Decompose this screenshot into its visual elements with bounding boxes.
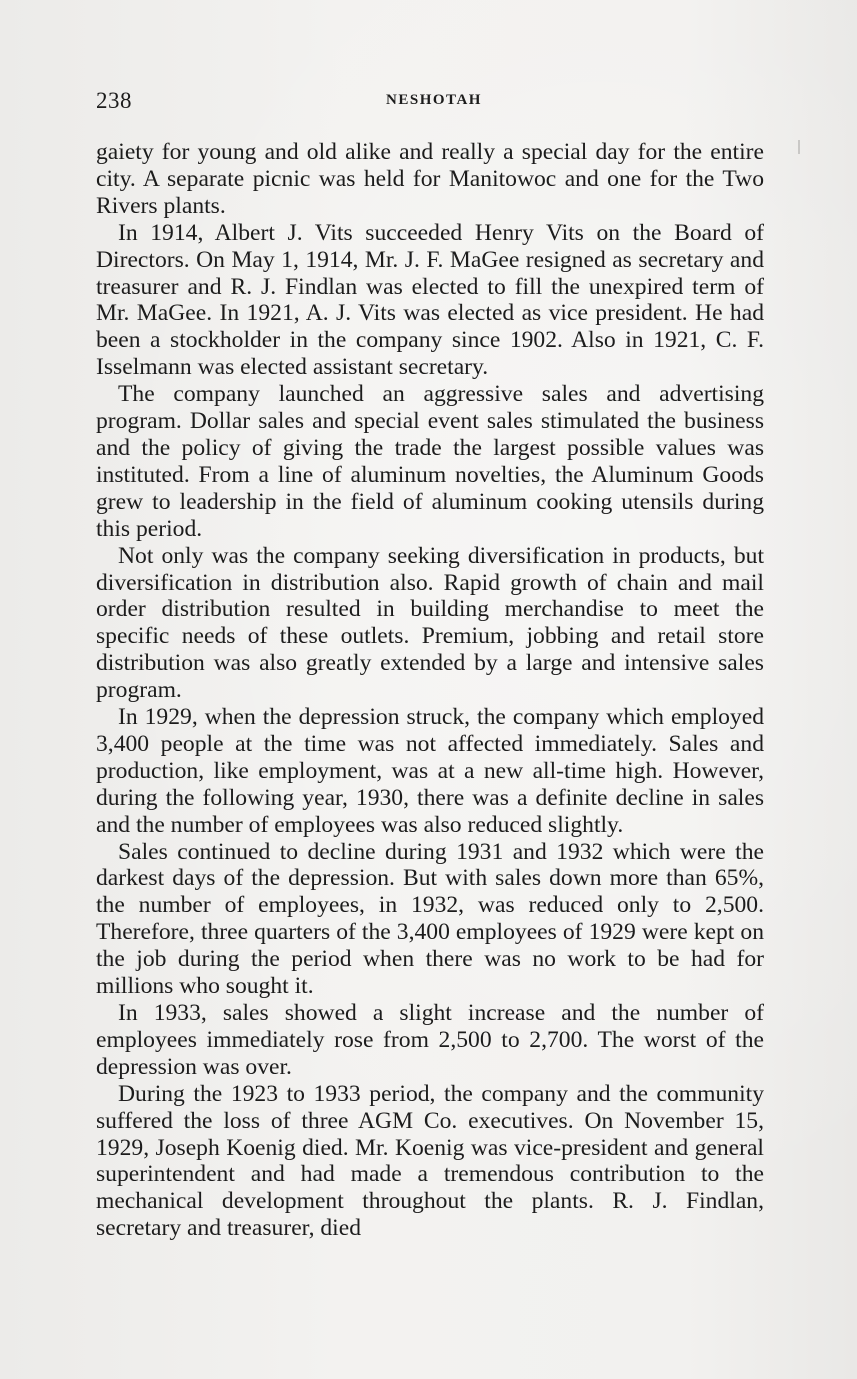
paragraph: Sales continued to decline during 1931 and 1932 which were the darkest days of the depression. But with sales down more than 65%, the number of employees, in 1932, was reduced only to 2,500. Therefore, three quarters of the 3,400 employees of 1929 were kept on the job during the period when there was no work to be had for millions who sought it. [96,838,764,1000]
paragraph: The company launched an aggressive sales and advertising program. Dollar sales and special event sales stimulated the business and the policy of giving the trade the largest possible values was instituted. From a line of aluminum novelties, the Aluminum Goods grew to leadership in the field of aluminum cooking utensils during this period. [96,381,764,542]
body-text [96,139,764,1242]
page-number: 238 [96,88,132,113]
margin-mark [798,140,800,154]
paragraph: gaiety for young and old alike and really a special day for the entire city. A separate picnic was held for Manitowoc and one for the Two Rivers plants. [96,139,764,219]
paragraph: During the 1923 to 1933 period, the company and the community suffered the loss of three AGM Co. executives. On November 15, 1929, Joseph Koenig died. Mr. Koenig was vice-president and general superintendent and had made a tremendous contribution to the mechanical development throughout the plants. R. J. Findlan, secretary and treasurer, died [96,1080,764,1242]
header-title-wrap [96,92,764,109]
book-title: NESHOTAH [386,92,482,108]
running-head [96,88,764,118]
paragraph: In 1933, sales showed a slight increase and the number of employees immediately rose from 2,500 to 2,700. The worst of the depression was over. [96,1000,764,1080]
paragraph: In 1929, when the depression struck, the company which employed 3,400 people at the time was not affected immediately. Sales and production, like employment, was at a new all-time high. However, during the following year, 1930, there was a definite decline in sales and the number of employees was also reduced slightly. [96,704,764,838]
paragraph: Not only was the company seeking diversification in products, but diversification in distribution also. Rapid growth of chain and mail order distribution resulted in building merchandise to meet the specific needs of these outlets. Premium, jobbing and retail store distribution was also greatly extended by a large and intensive sales program. [96,542,764,704]
paragraph: In 1914, Albert J. Vits succeeded Henry Vits on the Board of Directors. On May 1, 1914, Mr. J. F. MaGee resigned as secretary and treasurer and R. J. Findlan was elected to fill the unexpired term of Mr. MaGee. In 1921, A. J. Vits was elected as vice president. He had been a stockholder in the company since 1902. Also in 1921, C. F. Isselmann was elected assistant secretary. [96,219,764,381]
